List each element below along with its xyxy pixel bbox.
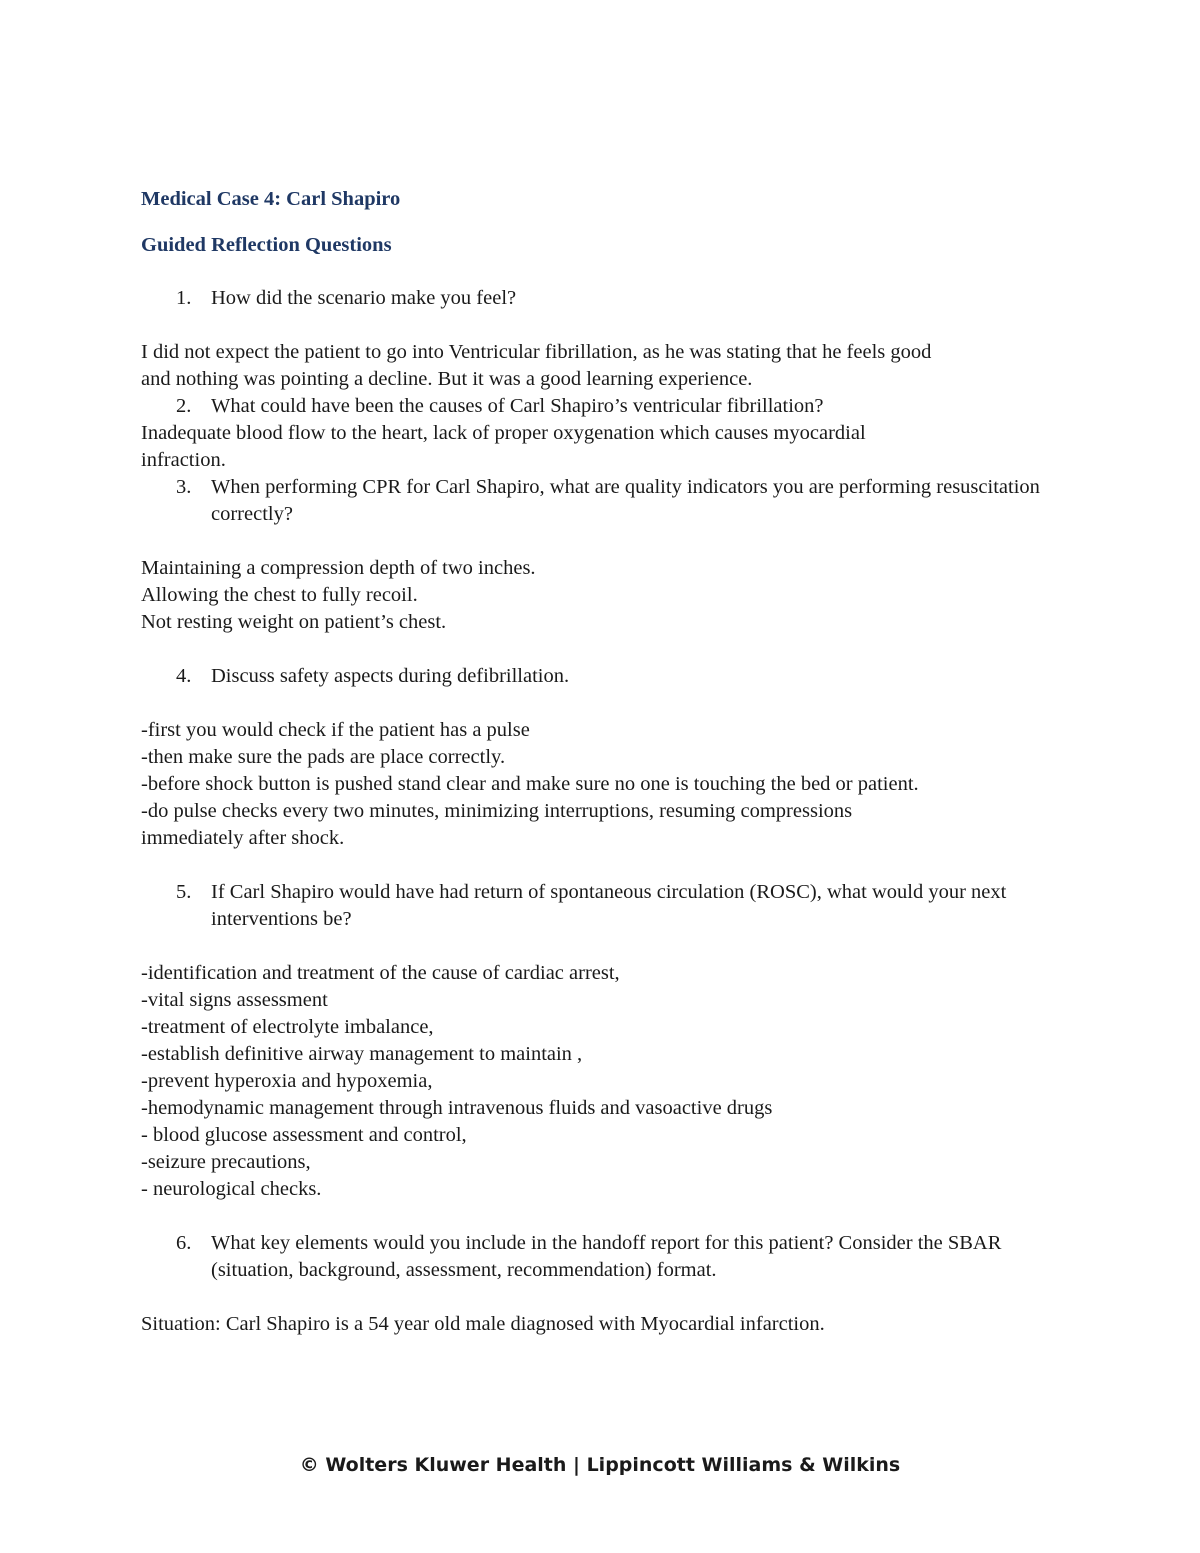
question-number: 6. — [176, 1232, 192, 1254]
question-text: What could have been the causes of Carl Shapiro’s ventricular fibrillation? — [211, 395, 824, 417]
answer-4-line: -before shock button is pushed stand clear and make sure no one is touching the bed or patient. — [141, 773, 919, 795]
answer-4-line: -first you would check if the patient has a pulse — [141, 719, 530, 741]
question-number: 3. — [176, 476, 192, 498]
question-text: If Carl Shapiro would have had return of spontaneous circulation (ROSC), what would your next interventions be? — [211, 881, 1007, 930]
question-1 — [141, 285, 1071, 312]
question-number: 2. — [176, 395, 192, 417]
answer-5-line: -hemodynamic management through intravenous fluids and vasoactive drugs — [141, 1097, 773, 1119]
document-body — [141, 186, 1071, 1338]
answer-2-line: Inadequate blood flow to the heart, lack of proper oxygenation which causes myocardial — [141, 422, 866, 444]
answer-2-line: infraction. — [141, 449, 226, 471]
answer-6-line: Situation: Carl Shapiro is a 54 year old male diagnosed with Myocardial infarction. — [141, 1313, 825, 1335]
question-number: 4. — [176, 665, 192, 687]
question-2 — [141, 393, 1071, 420]
question-6 — [141, 1230, 1071, 1284]
answer-3-line: Maintaining a compression depth of two inches. — [141, 557, 536, 579]
section-heading: Guided Reflection Questions — [141, 234, 392, 256]
answer-5-line: -identification and treatment of the cause of cardiac arrest, — [141, 962, 620, 984]
answer-4-line: -do pulse checks every two minutes, minimizing interruptions, resuming compressions — [141, 800, 853, 822]
question-text: Discuss safety aspects during defibrillation. — [211, 665, 570, 687]
answer-5-line: -seizure precautions, — [141, 1151, 311, 1173]
question-text: What key elements would you include in the handoff report for this patient? Consider the SBAR (situation, background, assessment, recommendation) format. — [211, 1232, 1002, 1281]
answer-5-line: - blood glucose assessment and control, — [141, 1124, 467, 1146]
question-4 — [141, 663, 1071, 690]
answer-5-line: -vital signs assessment — [141, 989, 328, 1011]
question-5 — [141, 879, 1071, 933]
answer-5-line: -prevent hyperoxia and hypoxemia, — [141, 1070, 433, 1092]
answer-3-line: Not resting weight on patient’s chest. — [141, 611, 447, 633]
copyright-footer: © Wolters Kluwer Health | Lippincott Williams & Wilkins — [299, 1454, 901, 1476]
question-3 — [141, 474, 1071, 528]
question-text: How did the scenario make you feel? — [211, 287, 517, 309]
answer-1-line: I did not expect the patient to go into Ventricular fibrillation, as he was stating that he feels good — [141, 341, 932, 363]
answer-5-line: - neurological checks. — [141, 1178, 322, 1200]
case-title: Medical Case 4: Carl Shapiro — [141, 188, 401, 210]
question-number: 1. — [176, 287, 192, 309]
answer-3-line: Allowing the chest to fully recoil. — [141, 584, 418, 606]
answer-1-line: and nothing was pointing a decline. But it was a good learning experience. — [141, 368, 753, 390]
answer-4-line: -then make sure the pads are place correctly. — [141, 746, 506, 768]
question-text: When performing CPR for Carl Shapiro, what are quality indicators you are performing resuscitation correctly? — [211, 476, 1040, 525]
answer-5-line: -establish definitive airway management to maintain , — [141, 1043, 583, 1065]
answer-5-line: -treatment of electrolyte imbalance, — [141, 1016, 434, 1038]
question-number: 5. — [176, 881, 192, 903]
answer-4-line: immediately after shock. — [141, 827, 345, 849]
